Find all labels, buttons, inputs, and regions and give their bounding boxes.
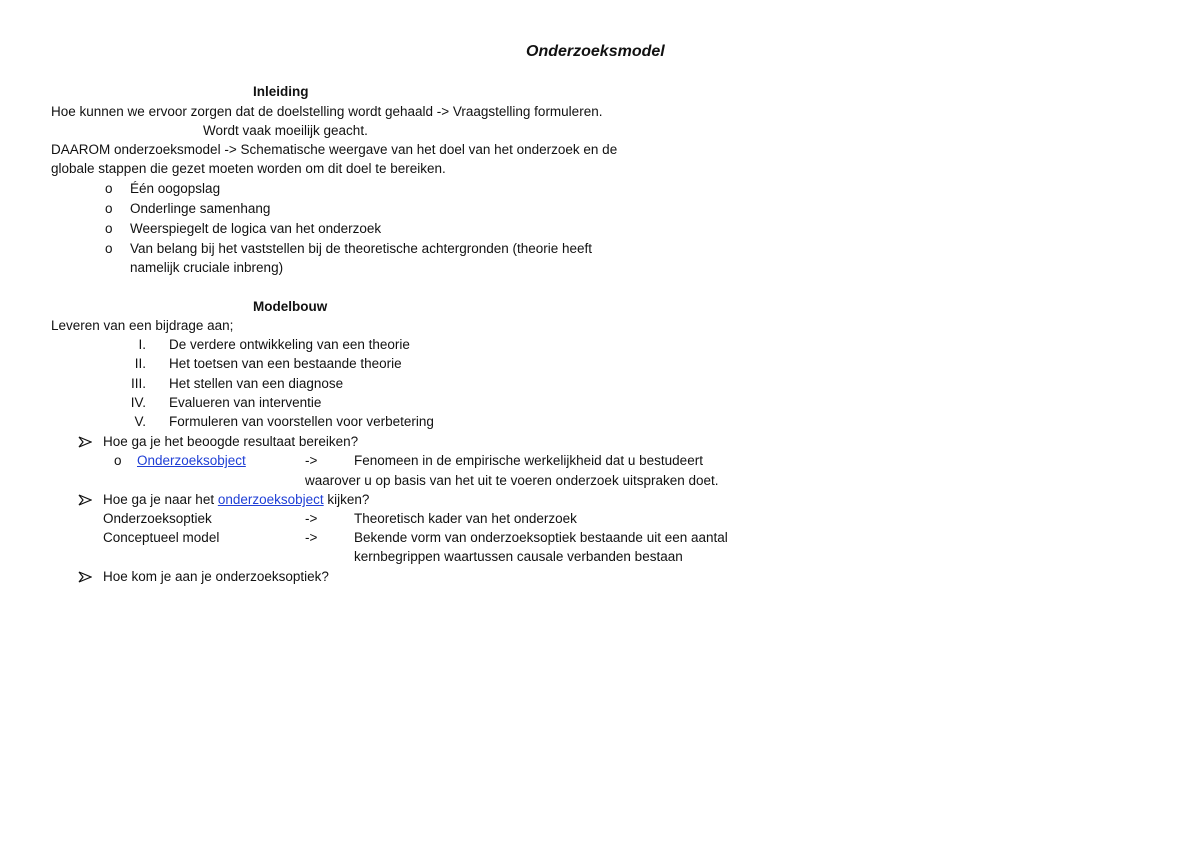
- bullet-marker: o: [105, 181, 113, 196]
- question-3: Hoe kom je aan je onderzoeksoptiek?: [103, 569, 329, 584]
- onderzoeksobject-inline-link[interactable]: onderzoeksobject: [217, 492, 324, 507]
- modelbouw-item-1: De verdere ontwikkeling van een theorie: [169, 337, 410, 352]
- modelbouw-item-5: Formuleren van voorstellen voor verbetering: [169, 414, 434, 429]
- definition-conceptueel-model-2: kernbegrippen waartussen causale verbanden bestaan: [354, 549, 683, 564]
- arrow-text: ->: [305, 530, 318, 545]
- intro-line-4: globale stappen die gezet moeten worden om dit doel te bereiken.: [51, 161, 446, 176]
- roman-numeral: IV.: [130, 395, 146, 410]
- question-2-suffix: kijken?: [323, 492, 370, 507]
- onderzoeksobject-link[interactable]: Onderzoeksobject: [137, 453, 246, 468]
- modelbouw-item-2: Het toetsen van een bestaande theorie: [169, 356, 402, 371]
- intro-line-3: DAAROM onderzoeksmodel -> Schematische weergave van het doel van het onderzoek en de: [51, 142, 618, 157]
- intro-bullet-4: Van belang bij het vaststellen bij de theoretische achtergronden (theorie heeft: [130, 241, 593, 256]
- roman-numeral: I.: [138, 337, 146, 352]
- object-definition-2: waarover u op basis van het uit te voeren onderzoek uitspraken doet.: [305, 473, 719, 488]
- question-1: Hoe ga je het beoogde resultaat bereiken?: [103, 434, 359, 449]
- modelbouw-item-4: Evalueren van interventie: [169, 395, 322, 410]
- bullet-marker: o: [105, 241, 113, 256]
- bullet-marker: o: [105, 201, 113, 216]
- definition-onderzoeksoptiek: Theoretisch kader van het onderzoek: [354, 511, 577, 526]
- roman-numeral: II.: [134, 356, 146, 371]
- term-conceptueel-model: Conceptueel model: [103, 530, 220, 545]
- modelbouw-item-3: Het stellen van een diagnose: [169, 376, 344, 391]
- roman-numeral: III.: [130, 376, 146, 391]
- page-title: Onderzoeksmodel: [526, 43, 665, 60]
- definition-conceptueel-model-1: Bekende vorm van onderzoeksoptiek bestaande uit een aantal: [354, 530, 728, 545]
- modelbouw-lead: Leveren van een bijdrage aan;: [51, 318, 234, 333]
- section-heading-modelbouw: Modelbouw: [253, 299, 328, 314]
- intro-bullet-4-continued: namelijk cruciale inbreng): [130, 260, 284, 275]
- arrow-text: ->: [305, 511, 318, 526]
- term-onderzoeksoptiek: Onderzoeksoptiek: [103, 511, 212, 526]
- intro-bullet-1: Één oogopslag: [130, 181, 221, 196]
- roman-numeral: V.: [134, 414, 146, 429]
- bullet-marker: o: [105, 221, 113, 236]
- sub-bullet-marker: o: [114, 453, 122, 468]
- section-heading-inleiding: Inleiding: [253, 84, 309, 99]
- intro-bullet-3: Weerspiegelt de logica van het onderzoek: [130, 221, 382, 236]
- arrow-text: ->: [305, 453, 318, 468]
- intro-line-2: Wordt vaak moeilijk geacht.: [203, 123, 368, 138]
- question-2-prefix: Hoe ga je naar het: [103, 492, 218, 507]
- question-2: [103, 490, 369, 509]
- intro-line-1: Hoe kunnen we ervoor zorgen dat de doelstelling wordt gehaald -> Vraagstelling formuleren.: [51, 104, 603, 119]
- intro-bullet-2: Onderlinge samenhang: [130, 201, 271, 216]
- object-definition-1: Fenomeen in de empirische werkelijkheid dat u bestudeert: [354, 453, 703, 468]
